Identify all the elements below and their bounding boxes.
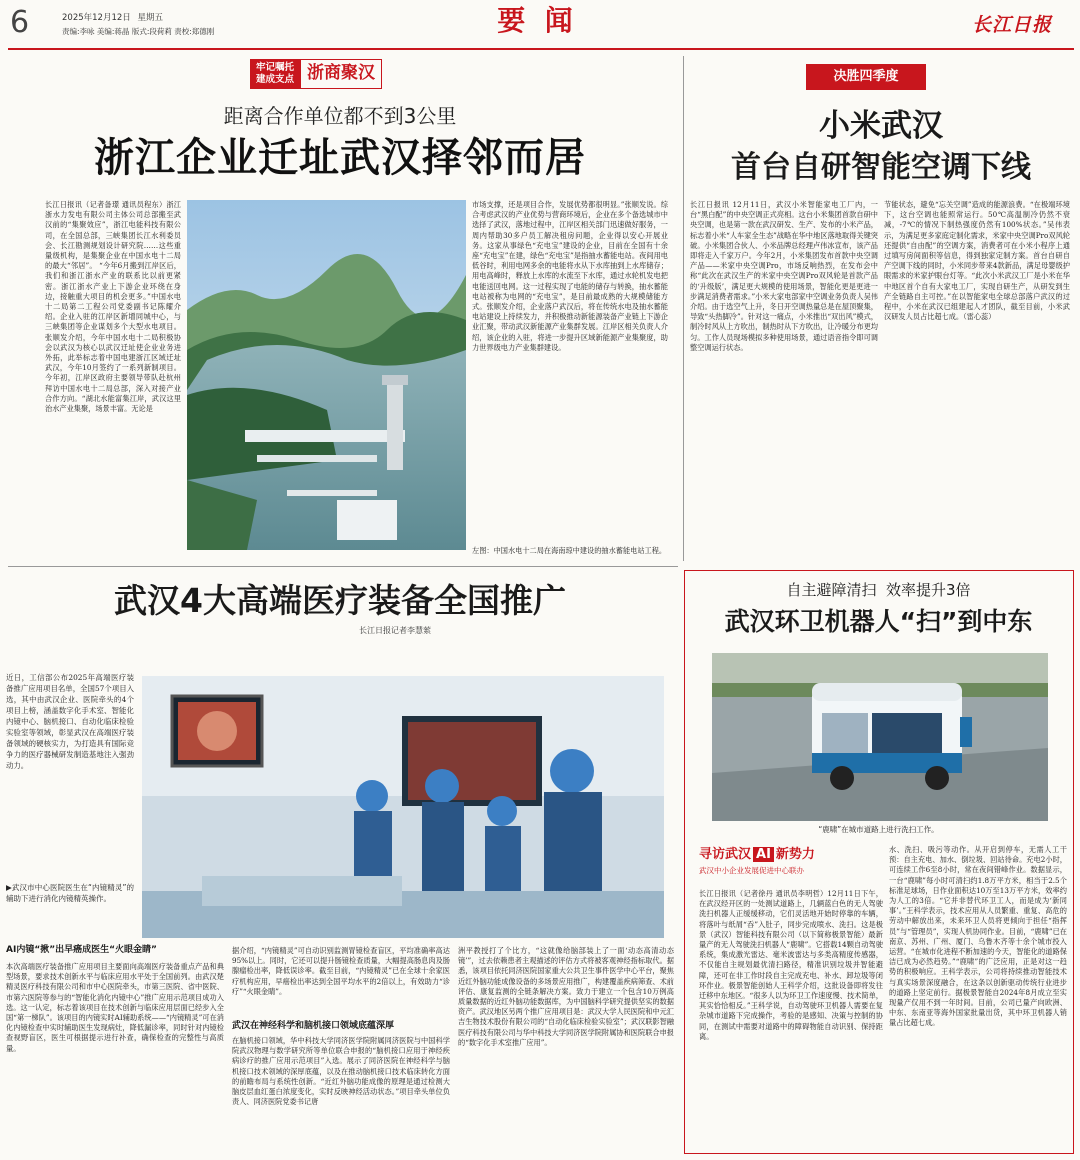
editor-credits: 责编:李咏 美编:蒋晶 版式:段荷莉 责校:郑德刚	[62, 27, 215, 36]
article-headline: 浙江企业迁址武汉择邻而居	[94, 135, 586, 181]
series-badge	[699, 845, 879, 885]
photo-caption-left: 左图：中国水电十二局在海南琼中建设的抽水蓄能电站工程。	[472, 546, 667, 555]
robot-photo	[712, 653, 1048, 821]
masthead	[0, 0, 1080, 52]
top-divider-vertical	[683, 56, 684, 561]
article-body-col-b2: 在脑机接口领域，华中科技大学同济医学院附属同济医院与中国科学院武汉物理与数学研究所等单位联合申报的“脑机接口应用于神经疾病诊疗的推广应用示范项目”入选。展示了同济医院在神经科学与脑机接口技术领域的深厚底蕴，以及在推动脑机接口技术临床转化方面的前瞻布局与系统性创新。“近红外脑功能成像的原理是通过检测大脑皮层血红蛋白浓度变化，实时反映神经活动状态。”项目牵头单位负责人、同济医院党委书记唐	[232, 1036, 450, 1107]
section-subhead-bci: 武汉在神经科学和脑机接口领域底蕴深厚	[232, 1021, 395, 1031]
article-headline-line1: 小米武汉	[819, 108, 943, 144]
column-tag-left	[250, 59, 300, 89]
article-subtitle: 距离合作单位都不到3公里	[223, 104, 457, 128]
article-lede: 长江日报讯（记者备璟 通讯员程东）浙江浙水力发电有限公司主体公司总部搬至武汉前的“集聚效应”，浙江电能科技有限公司，在全国总部，三峡集团长江水利委员会、长江勘测规划设计研究院……这些重量级机构，是集聚企业在中国水电十二局的最大“邻居”。	[45, 200, 181, 271]
article-xiaomi-aircon	[686, 52, 1080, 564]
article-body-col1: 长江日报讯 12月11日，武汉小米智能家电工厂内，一台“黑白配”的中央空调正式亮相。这台小米集团首款自研中央空调，也是第一款在武汉研发、生产、发布的小米产品，标志着小米“人车家全生态”战略在华中地区落地取得关键突破。小米集团合伙人、小米品牌总经理卢伟冰宣布，该产品即将走入千家万户。今年2月，小米集团发布首款中央空调产品——米家中央空调Pro，市场反响热烈，在发布会中称“此次在武汉生产的米家中央空调Pro双风轮是首款产品的‘升级版’，满足更大规模的使用场景，智能化更是更进一步满足消费者需求。”小米大家电部家中空调业务负责人吴伟介绍。由于选空气上升，冬日开空调热量总是在屋顶聚集，导致“头热脚冷”。针对这一痛点，小米推出“双出风”模式，制冷时风从上方吹出，制热时从下方吹出，让冷暖分布更均匀。工作人员现场模拟多种使用场景，通过语音指令即可调整空调运行状态。	[690, 200, 878, 352]
series-title-post: 新势力	[775, 847, 815, 862]
article-body-col2: 水、洗扫、吸污等动作。从开启到停车，无需人工干预：自主充电、加水、倒垃圾、回站待命。充电2小时，可连续工作6至8小时，常在夜间错峰作业。数据显示，一台“鹿啸”每小时可清扫约1.8万平方米，相当于2.5个标准足球场，日作业面积达10万至13万平方米，效率约为人工的3倍。“它并非替代环卫工人，而是成为‘新同事’。”王科学表示，技术应用从人员繁重、重复、高危的劳动中解放出来，未来环卫人员将更倾向于担任“指挥员”与“管理员”，实现人机协同作业。目前，“鹿啸”已在南京、苏州、广州、厦门、乌鲁木齐等十余个城市投入运营。“在城市化进程不断加速的今天，智能化的道路保洁已成为必然趋势。”“鹿啸”的广泛应用，正是对这一趋势的积极响应。王科学表示，公司将持续推动智能技术与真实场景深度融合，在这条以创新驱动传统行业进步的道路上坚定前行。据极景智能自2024年8月成立至实现量产仅用不到一年时间。目前，公司已量产向欧洲、中东、东南亚等海外国家批量出货，其中环卫机器人销量占比超七成。	[889, 845, 1067, 1028]
endoscopy-illustration	[142, 676, 664, 938]
series-title	[699, 845, 879, 865]
issue-weekday: 星期五	[137, 13, 163, 23]
photo-caption: “鹿啸”在城市道路上进行洗扫工作。	[818, 825, 939, 834]
hydropower-illustration	[187, 200, 466, 550]
hydropower-photo	[187, 200, 466, 550]
article-subtitle: 自主避障清扫 效率提升3倍	[786, 581, 971, 599]
paper-logo: 长江日报	[972, 14, 1053, 36]
series-subtitle: 武汉中小企业发展促进中心联办	[699, 866, 804, 875]
article-body-col-b: 据介绍，“内镜精灵”可自动识别监测胃镜检查盲区，平均准确率高达95%以上。同时，它还可以提升肠镜检查质量，大幅提高肠息肉及肠腺瘤检出率，降低误诊率。截至目前，“内镜精灵”已在全球十余家医疗机构应用，早癌检出率达到全国平均水平的2倍以上，有效助力“诊疗”“火眼金睛”。	[232, 946, 450, 996]
article-zhejiang-relocation	[0, 52, 680, 564]
article-body-col1: 长江日报讯（记者徐丹 通讯员李明哲）12月11日下午，在武汉经开区的一处测试道路上，几辆蓝白色的无人驾驶洗扫机器人正缓缓移动，它们灵活地开始时停靠的车辆，将落叶与纸屑“吞”入肚子，同步完成喷水、洗扫。这是极景（武汉）智能科技有限公司（以下简称极景智能）最新量产的无人驾驶洗扫机器人“鹿啸”。它搭载14颗自动驾驶系统，集成激光雷达、毫米波雷达与多类高精度传感器，不仅能自主规划最优清扫路径，精准识别垃圾并智能避障，还可在非工作时段自主完成充电、补水、卸垃圾等闭环作业。极景智能创始人王科学介绍，这批设备即将发往迁移中东地区。“很多人以为环卫工作速度慢、技术简单，其实恰恰相反。”王科学说，自动驾驶环卫机器人需要在复杂城市道路下完成操作，考验的是感知、决策与控制的协同，在测试中需要对道路中的障碍物能自动识别、保持距离。	[699, 889, 883, 1041]
column-kicker: 决胜四季度	[806, 64, 926, 90]
article-lede: 近日，工信部公布2025年高端医疗装备推广应用项目名单，全国57个项目入选，其中由武汉企业、医院牵头的4个项目上榜，涵盖数字化手术室、智能化内镜中心、脑机接口、自动化临床检验实验室等领域，彰显武汉在高端医疗装备领域的硬核实力，为打造具有国际竞争力的医疗器械研发制造基地注入强劲动力。	[6, 673, 134, 770]
article-body-col-c: 洲平教授打了个比方，“这就像给脑部装上了一面‘动态高清动态镜’”，过去依赖患者主观描述的评估方式将被客观神经指标取代。据悉，该项目依托同济医院国家重大公共卫生事件医学中心平台，聚焦近红外脑功能成像设备的多场景应用推广，构建覆盖疾病筛查、术前评估、康复监测的全链条解决方案。致力于建立一个包含10万例高质量数据的近红外脑功能数据库，为中国脑科学研究提供坚实的数据资产。武汉地区另两个推广应用项目是：武汉大学人民医院和中元汇吉生物技术股份有限公司的“自动化临床检验实验室”；武汉联影智融医疗科技有限公司与华中科技大学同济医学院附属协和医院联合申报的“数字化手术室推广应用”。	[458, 946, 674, 1047]
article-medical-equipment	[0, 570, 680, 1160]
column-tag	[250, 59, 382, 89]
series-title-pre: 寻访武汉	[699, 847, 752, 862]
article-body-col1	[45, 200, 181, 560]
photo-caption: ▶武汉市中心医院医生在“内镜精灵”的辅助下进行消化内镜精英操作。	[6, 883, 134, 903]
article-body-col2: 节能状态，避免“忘关空调”造成的能源浪费。“在极端环境下，这台空调也能照常运行。50℃高温制冷仍然不衰减，-7℃的情况下制热强度仍然有100%状态。”吴伟表示，为满足更多家庭定制化需求，米家中央空调Pro双风轮还提供“自由配”的空调方案，消费者可在小米小程序上通过填写房间面积等信息，得到独家定制方案。首台自研自产空调下线的同时，小米同步带来4款新品，满足母婴级护眼需求的米家护眼台灯等。“此次小米武汉工厂是小米在华中地区首个自有大家电工厂，实现自研生产，从研发到生产全链路自主可控。”在以智能家电全球总部落户武汉的过程中，小米在武汉已组建起人才团队，截至目前，小米武汉研发人员占比超七成。（雷心蕊）	[884, 200, 1070, 322]
article-sanitation-robot	[684, 570, 1074, 1154]
series-title-ai: AI	[753, 847, 774, 862]
page-date-line	[62, 11, 163, 23]
column-tag-right: 浙商聚汉	[300, 59, 382, 89]
issue-date: 2025年12月12日	[62, 13, 131, 23]
article-headline-line2: 首台自研智能空调下线	[731, 150, 1031, 185]
middle-divider	[8, 566, 678, 567]
endoscopy-photo	[142, 676, 664, 938]
article-headline: 武汉环卫机器人“扫”到中东	[724, 607, 1033, 636]
article-body-col-a: 本次高端医疗装备推广应用项目主要面向高端医疗装备重点产品和典型场景，要求技术创新水平与临床应用水平处于全国前列。由武汉楚精灵医疗科技有限公司和市中心医院牵头，市第三医院、省中医院、市第六医院等参与的“智能化消化内镜中心”推广应用示范项目成功入选。这一认定，标志着该项目在技术创新与临床应用层面已经步入全国“第一梯队”。该项目的内镜实时AI辅助系统——“内镜精灵”可在消化内镜检查中实时辅助医生发现病灶，降低漏诊率，同时针对内镜检查视野盲区，医生可根据提示进行补查，确保检查的完整性与高质量。	[6, 962, 224, 1053]
page-number: 6	[10, 5, 30, 40]
article-body-text: “今年6月搬到江岸区后，我们和浙江浙水产业的联系比以前更紧密。浙江浙水产业上下游企业环绕在身边，接触重大项目的机会更多。”中国水电十二局第二工程公司党委副书记陈耀介绍。企业入驻的江岸区新增同城中心，与三峡集团等企业谋划多个大型水电项目。张顺发介绍，今年中国水电十二局积极协会以武汉为核心以武汉迁址使企业业务进外拓，此举标志着中国电建浙江区域迁址武汉，今年10月签约了一系列新制项目。今年初，江岸区政府主要领导带队赴杭州拜访中国水电十二局总部，深入对接产业合作方向。“湖北水能富集江岸，武汉这里治水产业集聚，场景丰富。无论是	[45, 261, 181, 414]
article-headline: 武汉4大高端医疗装备全国推广	[114, 581, 566, 620]
article-body-col2: 市场支撑，还是项目合作，发展优势都很明显。”张顺发说。综合考虑武汉的产业优势与营商环境后，企业在多个备选城市中选择了武汉，落地过程中，江岸区相关部门迅速做好服务，一周内帮助30多户员工解决租房问题，企业得以安心开展业务。这家从事绿色“充电宝”建设的企业，目前在全国有十余座“充电宝”在建，绿色“充电宝”是指抽水蓄能电站。夜间用电低谷时，利用电网多余的电能将水从下水库抽到上水库储存；用电高峰时，释放上水库的水流至下水库，通过水轮机发电把电能送回电网。这一过程实现了电能的储存与转换，抽水蓄能电站被称为电网的“充电宝”，是目前最成熟的大规模储能方式。张顺发介绍，企业落户武汉后，将在传统水电及抽水蓄能电站建设上持续发力，并积极推动新能源装备产业链上下游企业汇聚，带动武汉新能源产业集群发展。江岸区相关负责人介绍，该企业的入驻，将进一步提升区域新能源产业集聚度，助力世界级电力产业集群建设。	[472, 200, 668, 352]
column-tag-line-1: 牢记嘱托	[256, 62, 295, 73]
masthead-rule	[8, 48, 1074, 50]
robot-illustration	[712, 653, 1048, 821]
article-byline: 长江日报记者李慧萦	[359, 626, 431, 635]
column-tag-line-2: 建成支点	[256, 74, 295, 85]
section-title: 要 闻	[497, 4, 573, 37]
section-subhead-ai: AI内镜“揪”出早癌成医生“火眼金睛”	[6, 945, 157, 955]
